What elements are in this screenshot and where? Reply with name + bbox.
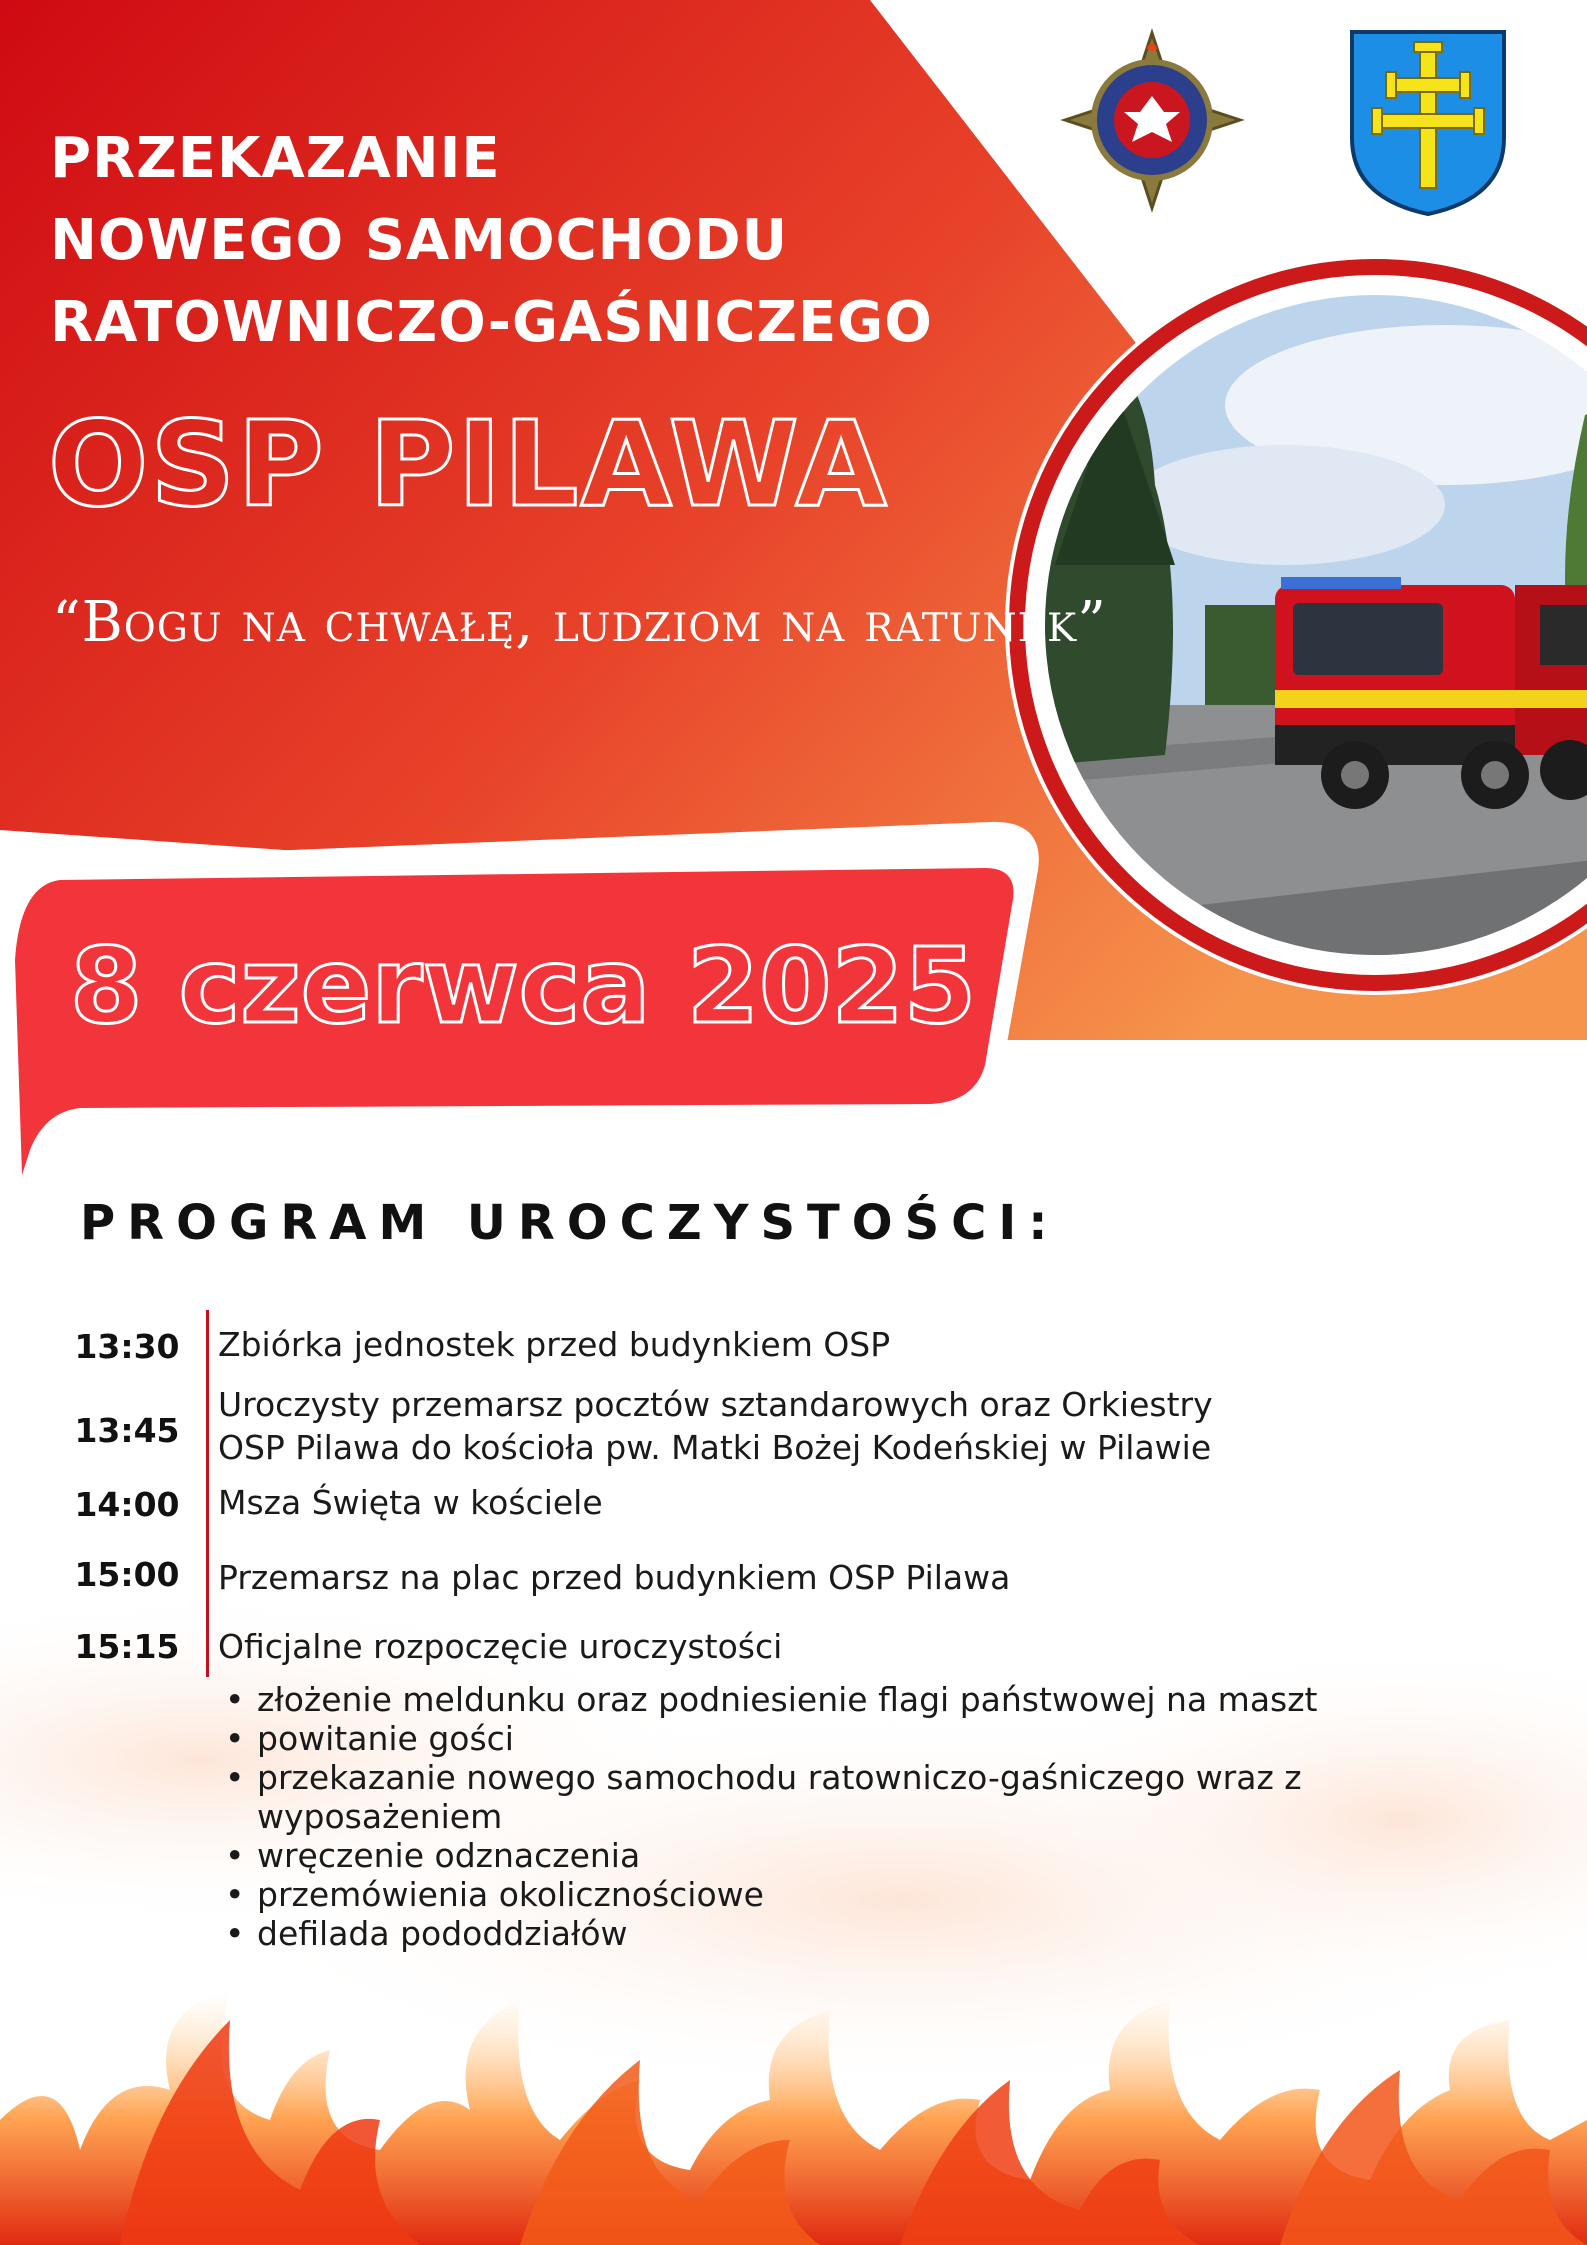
motto: “Bogu na chwałę, ludziom na ratunek”: [52, 590, 1107, 655]
program-desc: Msza Święta w kościele: [218, 1483, 603, 1522]
program-desc: Zbiórka jednostek przed budynkiem OSP: [218, 1325, 891, 1364]
program-title: PROGRAM UROCZYSTOŚCI:: [80, 1195, 1060, 1251]
headline-line-2: NOWEGO SAMOCHODU: [50, 208, 789, 273]
program-time: 15:00: [74, 1555, 180, 1594]
program-desc: Oficjalne rozpoczęcie uroczystości: [218, 1627, 783, 1666]
program-desc: OSP Pilawa do kościoła pw. Matki Bożej Kodeńskiej w Pilawie: [218, 1428, 1212, 1467]
headline-line-1: PRZEKAZANIE: [50, 126, 501, 191]
page-title: OSP PILAWA: [48, 395, 889, 533]
program-desc: Przemarsz na plac przed budynkiem OSP Pilawa: [218, 1558, 1011, 1597]
list-item: • defilada pododdziałów: [225, 1914, 1318, 1953]
list-item: • przekazanie nowego samochodu ratowniczo-gaśniczego wraz z: [225, 1758, 1318, 1797]
osp-emblem-logo: [1060, 28, 1245, 213]
list-item-continuation: wyposażeniem: [257, 1797, 503, 1836]
headline-line-3: RATOWNICZO-GAŚNICZEGO: [50, 290, 933, 355]
list-item: • złożenie meldunku oraz podniesienie flagi państwowej na maszt: [225, 1680, 1318, 1719]
program-bullet-list: [225, 1680, 1318, 1953]
headline-block: [50, 118, 933, 364]
program-divider: [206, 1310, 209, 1677]
program-time: 14:00: [74, 1485, 180, 1524]
program-time: 15:15: [74, 1627, 180, 1666]
event-date: 8 czerwca 2025: [70, 925, 977, 1047]
coat-of-arms-logo: [1348, 28, 1508, 218]
program-desc: Uroczysty przemarsz pocztów sztandarowych oraz Orkiestry: [218, 1385, 1213, 1424]
list-item: • przemówienia okolicznościowe: [225, 1875, 1318, 1914]
list-item: • powitanie gości: [225, 1719, 1318, 1758]
program-time: 13:30: [74, 1327, 180, 1366]
list-item: • wręczenie odznaczenia: [225, 1836, 1318, 1875]
program-time: 13:45: [74, 1411, 180, 1450]
